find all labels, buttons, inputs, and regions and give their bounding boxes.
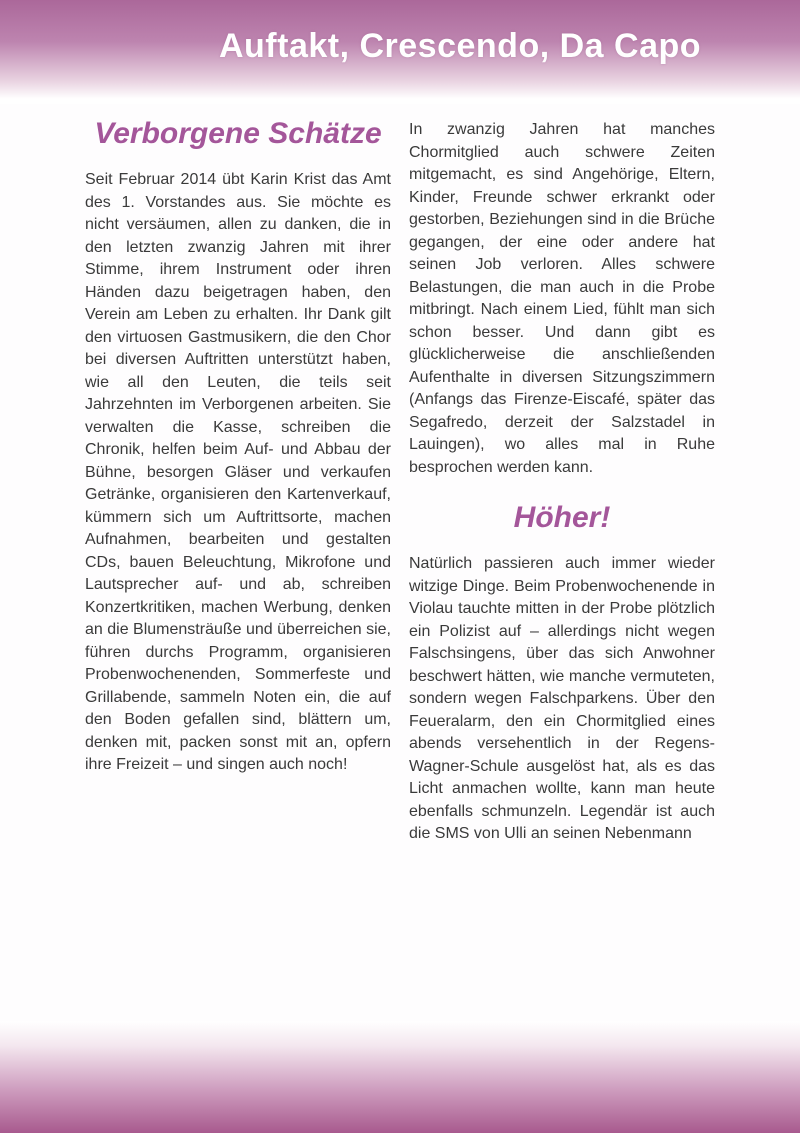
article-heading-verborgene-schaetze: Verborgene Schätze (94, 117, 382, 150)
article-paragraph-zwanzig-jahre: In zwanzig Jahren hat manches Chormitglied auch schwere Zeiten mitgemacht, es sind Angehörige, Eltern, Kinder, Freunde schwer erkrankt oder gestorben, Beziehungen sind in die Brüche gegangen, der eine oder andere hat seinen Job verloren. Alles schwere Belastungen, die man auch in die Probe mitbringt. Nach einem Lied, fühlt man sich schon besser. Und dann gibt es glücklicherweise die anschließenden Aufenthalte in diversen Sitzungszimmern (Anfangs das Firenze-Eiscafé, später das Segafredo, derzeit der Salzstadel in Lauingen), wo alles mal in Ruhe besprochen werden kann. (409, 121, 715, 476)
page-header-band (0, 0, 800, 104)
left-column (85, 112, 391, 846)
page-footer-band (0, 1021, 800, 1133)
article-paragraph-hoeher: Natürlich passieren auch immer wieder witzige Dinge. Beim Probenwochenende in Violau tauchte mitten in der Probe plötzlich ein Polizist auf – allerdings nicht wegen Falschsingens, über das sich Anwohner beschwert hätten, wie manche vermuteten, sondern wegen Falschparkens. Über den Feueralarm, den ein Chormitglied eines abends versehentlich in der Regens-Wagner-Schule ausgelöst hat, als es das Licht anmachen wollte, kann man heute ebenfalls schmunzeln. Legendär ist auch die SMS von Ulli an seinen Nebenmann (409, 555, 715, 842)
article-paragraph-verborgene-schaetze: Seit Februar 2014 übt Karin Krist das Amt des 1. Vorstandes aus. Sie möchte es nicht versäumen, allen zu danken, die in den letzten zwanzig Jahren mit ihrer Stimme, ihrem Instrument oder ihren Händen dazu beigetragen haben, den Verein am Leben zu erhalten. Ihr Dank gilt den virtuosen Gastmusikern, die den Chor bei diversen Auftritten unterstützt haben, wie all den Leuten, die teils seit Jahrzehnten im Verborgenen arbeiten. Sie verwalten die Kasse, schreiben die Chronik, helfen beim Auf- und Abbau der Bühne, besorgen Gläser und verkaufen Getränke, organisieren den Kartenverkauf, kümmern sich um Auftrittsorte, machen Aufnahmen, bearbeiten und gestalten CDs, bauen Beleuchtung, Mikrofone und Lautsprecher auf- und ab, schreiben Konzertkritiken, machen Werbung, denken an die Blumensträuße und überreichen sie, führen durchs Programm, organisieren Probenwochenenden, Sommerfeste und Grillabende, sammeln Noten ein, die auf den Boden gefallen sind, blättern um, denken mit, packen sonst mit an, opfern ihre Freizeit – und singen auch noch! (85, 171, 391, 773)
page-title: Auftakt, Crescendo, Da Capo (218, 27, 702, 65)
article-heading-hoeher: Höher! (513, 501, 611, 534)
two-column-content (85, 112, 715, 846)
right-column (409, 112, 715, 846)
